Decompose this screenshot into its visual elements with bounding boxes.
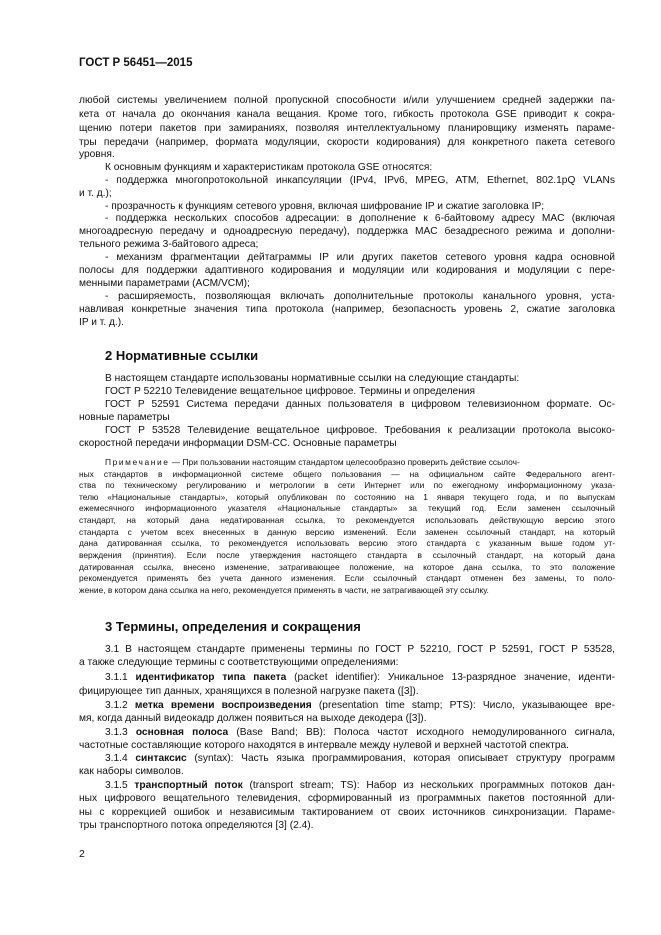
text-line: любой системы увеличением полной пропускной способности и/или улучшением средней задержки па- xyxy=(79,95,615,106)
note-line: ных стандартов в информационной системе общего пользования — на официальном сайте Федерального агент- xyxy=(79,469,615,479)
text-line: К основным функциям и характеристикам протокола GSE относятся: xyxy=(105,162,433,173)
text-line: щению потери пакетов при замираниях, позволяя интеллектуальному планировщику изменять параме- xyxy=(79,123,615,134)
term-definition: (transport stream; TS): Набор из нескольких программных потоков дан- xyxy=(242,780,615,791)
term-title: транспортный поток xyxy=(134,780,243,791)
term-title: метка времени воспроизведения xyxy=(134,700,312,711)
term-number: 3.1.2 xyxy=(105,700,135,711)
text-line: многоадресную передачу и одноадресную передачу), поддержка MAC безадресного режима и дополни- xyxy=(79,226,615,237)
list-item: - прозрачность к функциям сетевого уровня, включая шифрование IP и сжатие заголовка IP; xyxy=(105,201,545,212)
document-header: ГОСТ Р 56451—2015 xyxy=(79,57,193,69)
text-line: как наборы символов. xyxy=(79,766,184,777)
note-line: жение, в котором дана ссылка на него, рекомендуется применять в части, не затрагивающей эту ссылку. xyxy=(79,585,489,595)
text-line: кета от начала до окончания канала вещания. Кроме того, гибкость протокола GSE приводит к сокра- xyxy=(79,109,615,120)
term-number: 3.1.4 xyxy=(105,753,136,764)
reference-item: ГОСТ Р 52591 Система передачи данных пользователя в цифровом телевизионном формате. Ос- xyxy=(105,399,615,410)
term-number: 3.1.1 xyxy=(105,672,136,683)
term-entry xyxy=(105,779,615,792)
term-entry xyxy=(105,671,615,684)
reference-item: ГОСТ Р 53528 Телевидение вещательное цифровое. Требования к реализации протокола высоко- xyxy=(105,425,615,436)
list-item: - расширяемость, позволяющая включать дополнительные протоколы канального уровня, уста- xyxy=(105,291,615,302)
term-definition: (syntax): Часть языка программирования, которая описывает структуру программ xyxy=(186,753,615,764)
term-definition: (Base Band; BB): Полоса частот исходного немодулированного сигнала, xyxy=(228,727,615,738)
note-label: Примечание xyxy=(105,457,170,467)
term-number: 3.1.5 xyxy=(105,780,135,791)
text-line: скоростной передачи информации DSM-CC. Основные параметры xyxy=(79,438,397,449)
note-line: ства по техническому регулированию и метрологии в сети Интернет или по ежегодному информационному указа- xyxy=(79,480,615,490)
text-line: IP и т. д.). xyxy=(79,317,124,328)
text-line: тельного режима 3-байтового адреса; xyxy=(79,239,259,250)
term-entry xyxy=(105,726,615,739)
text-line: частотные составляющие которого находятся в интервале между нулевой и верхней частотой спектра. xyxy=(79,740,570,751)
text-line: тры передачи (например, формата модуляции, скорости кодирования) для конкретного пакета сетевого xyxy=(79,137,615,148)
text-line: тры транспортного потока определяются [3] (2.4). xyxy=(79,820,314,831)
text-line: и т. д.); xyxy=(79,188,112,199)
note-first-line xyxy=(105,457,615,468)
term-title: идентификатор типа пакета xyxy=(135,672,287,683)
note-line: рекомендуется применять без учета данного изменения. Если ссылочный стандарт отменен без замены, то поло- xyxy=(79,573,615,583)
page-number: 2 xyxy=(79,848,85,860)
list-item: - поддержка многопротокольной инкапсуляции (IPv4, IPv6, MPEG, ATM, Ethernet, 802.1pQ VLANs xyxy=(105,175,615,186)
text-line: менными параметрами (ACM/VCM); xyxy=(79,278,250,289)
text-line: 3.1 В настоящем стандарте применены термины по ГОСТ Р 52210, ГОСТ Р 52591, ГОСТ Р 53528, xyxy=(105,644,615,655)
text-line: полосы для поддержки адаптивного кодирования и модуляции или кодирования и модуляции с пере- xyxy=(79,265,615,276)
note-line: ежемесячного информационного указателя «Национальные стандарты» за текущий год. Если заменен ссылочный xyxy=(79,503,615,513)
text-line: мя, когда данный видеокадр должен появиться на выходе декодера ([3]). xyxy=(79,713,427,724)
text-line: В настоящем стандарте использованы нормативные ссылки на следующие стандарты: xyxy=(105,373,520,384)
text-line: а также следующие термины с соответствующими определениями: xyxy=(79,657,399,668)
text-line: навливая конкретные значения типа протокола (например, безопасность уровень 2, сжатие заголовка xyxy=(79,304,615,315)
text-line: новные параметры xyxy=(79,412,170,423)
text-line: ны с коррекцией ошибок и независимым тактированием от своих источников синхронизации. Параме- xyxy=(79,807,615,818)
text-line: фицирующее тип данных, хранящихся в полезной нагрузке пакета ([3]). xyxy=(79,686,419,697)
text-line: уровня. xyxy=(79,149,115,160)
term-title: основная полоса xyxy=(135,727,229,738)
note-line: стандарт, на который дана недатированная ссылка, то рекомендуется использовать действующую версию этого xyxy=(79,515,615,525)
note-line: верждения (принятия). Если после утверждения настоящего стандарта в ссылочный стандарт, на который дана xyxy=(79,550,615,560)
list-item: - поддержка нескольких способов адресации: в дополнение к 6-байтовому адресу MAC (включая xyxy=(105,213,615,224)
note-line: дана датированная ссылка, то рекомендуется использовать версию этого стандарта с указанным выше годом ут- xyxy=(79,538,615,548)
term-number: 3.1.3 xyxy=(105,727,136,738)
note-line: датированная ссылка, внесено изменение, затрагивающее положение, на которое дана ссылка, то это положение xyxy=(79,562,615,572)
note-line: телю «Национальные стандарты», который опубликован по состоянию на 1 января текущего года, и по выпускам xyxy=(79,492,615,502)
list-item: - механизм фрагментации дейтаграммы IP или других пакетов сетевого уровня кадра основной xyxy=(105,252,615,263)
term-definition: (presentation time stamp; PTS): Число, указывающее вре- xyxy=(311,700,615,711)
term-definition: (packet identifier): Уникальное 13-разрядное значение, иденти- xyxy=(286,672,615,683)
term-entry xyxy=(105,699,615,712)
note-text: — При пользовании настоящим стандартом целесообразно проверить действие ссылоч- xyxy=(169,457,520,467)
section-heading: 3 Термины, определения и сокращения xyxy=(105,619,361,634)
section-heading: 2 Нормативные ссылки xyxy=(105,348,259,363)
term-title: синтаксис xyxy=(135,753,187,764)
term-entry xyxy=(105,752,615,765)
note-line: стандарта с учетом всех внесенных в данную версию изменений. Если заменен ссылочный стандарт, на который xyxy=(79,527,615,537)
text-line: ных цифрового вещательного телевидения, сформированный из программных пакетов постоянной дли- xyxy=(79,793,615,804)
reference-item: ГОСТ Р 52210 Телевидение вещательное цифровое. Термины и определения xyxy=(105,386,476,397)
